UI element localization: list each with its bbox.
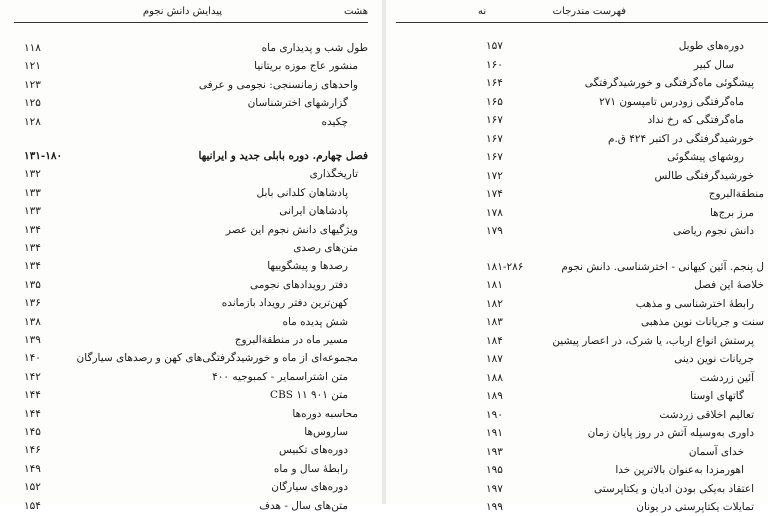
toc-entry-page: ۱۹۱ <box>486 427 503 439</box>
toc-entry-title: محاسبه دوره‌ها <box>292 407 358 420</box>
toc-entry <box>486 223 764 240</box>
toc-entry-title: خورشیدگرفتگی طالس <box>654 169 754 182</box>
toc-entry <box>24 479 368 496</box>
toc-entry-title: متن‌های رصدی <box>293 242 358 254</box>
toc-entry-page: ۱۴۹ <box>24 462 41 475</box>
toc-entry <box>486 38 764 55</box>
toc-entry-title: فصل چهارم. دوره بابلی جدید و ایرانیها <box>198 150 368 162</box>
toc-entry-page: ۱۳۴ <box>24 223 41 236</box>
toc-entry <box>24 58 368 75</box>
toc-entry-title: واحدهای زمانسنجی: نجومی و عرفی <box>198 78 358 91</box>
toc-entry-page: ۱۳۳ <box>24 186 41 199</box>
toc-entry <box>24 406 368 423</box>
toc-entry-page: ۱۴۲ <box>24 370 41 383</box>
toc-entry-page: ۱۲۳ <box>24 78 41 91</box>
toc-entry-page: ۱۹۵ <box>486 464 503 476</box>
toc-entry <box>24 498 368 515</box>
toc-entry <box>24 240 368 257</box>
toc-entry-title: داوری به‌وسیله آتش در روز پایان زمان <box>587 427 754 439</box>
toc-entry <box>486 168 764 185</box>
toc-entry-page: ۱۴۶ <box>24 444 41 457</box>
toc-entry-title: ماه‌گرفتگی زودرس تامپسون ۲۷۱ <box>599 95 744 108</box>
toc-entry-page: ۱۶۵ <box>486 95 503 108</box>
toc-entry <box>24 222 368 239</box>
toc-entry-title: پیشگوئی ماه‌گرفتگی و خورشیدگرفتگی <box>584 77 754 89</box>
toc-entry-title: منشور عاج موزه بریتانیا <box>254 60 358 73</box>
toc-entry <box>24 277 368 294</box>
toc-entry <box>486 131 764 148</box>
toc-entry-title: چکیده <box>321 115 348 128</box>
toc-entry-title: تاریخگذاری <box>309 168 358 181</box>
toc-entry <box>24 442 368 459</box>
running-title: فهرست مندرجات <box>552 6 626 17</box>
toc-entry <box>486 57 764 74</box>
toc-entry-title: روشهای پیشگوئی <box>667 151 744 163</box>
toc-entry-title: اهورمزدا به‌عنوان بالاترین خدا <box>615 464 744 476</box>
toc-entry-title: تمایلات یکتاپرستی در یونان <box>636 501 754 513</box>
toc-entry-page: ۱۶۷ <box>486 132 503 145</box>
toc-entry-title: خورشیدگرفتگی در اکتبر ۴۲۴ ق.م <box>607 132 754 145</box>
toc-entry-page: ۱۸۹ <box>486 390 503 402</box>
toc-entry <box>24 332 368 349</box>
toc-entry <box>24 77 368 94</box>
toc-entry <box>486 149 764 166</box>
toc-entry-title: جریانات نوین دینی <box>674 353 754 365</box>
toc-entry-title: منطقةالبروج <box>708 188 764 200</box>
toc-entry <box>24 40 368 57</box>
toc-entry <box>486 75 764 92</box>
toc-entry-title: تعالیم اخلاقی زردشت <box>659 408 754 421</box>
toc-entry-title: ساروس‌ها <box>304 426 348 438</box>
toc-entry-title: پادشاهان کلدانی بابل <box>256 186 348 199</box>
toc-entry-page: ۱۹۳ <box>486 445 503 458</box>
toc-entry-title: متن‌های سال - هدف <box>259 499 348 512</box>
toc-entry-page: ۱۷۲ <box>486 169 503 182</box>
toc-entry-page: ۱۲۸ <box>24 115 41 128</box>
toc-entry-title: متن اشتراسمایر - کمبوجیه ۴۰۰ <box>212 370 348 383</box>
toc-entry-page: ۱۸۱ <box>486 279 503 291</box>
toc-entry-page: ۱۷۴ <box>486 188 503 200</box>
toc-entry-title: پرستش انواع ارباب، یا شرک، در اعصار پیشین <box>552 334 754 347</box>
toc-entry <box>486 407 764 424</box>
toc-entry <box>24 95 368 112</box>
toc-entry-title: دوره‌های سیارگان <box>271 481 348 494</box>
toc-entry-page: ۱۳۶ <box>24 297 41 310</box>
toc-entry-title: دوره‌های تکبیس <box>278 444 348 457</box>
toc-entry-page: ۱۷۹ <box>486 225 503 237</box>
toc-entry <box>24 350 368 367</box>
toc-entry-page: ۱۳۱-۱۸۰ <box>24 150 63 162</box>
toc-entry-title: کهن‌ترین دفتر رویداد بازمانده <box>221 297 348 310</box>
toc-entry-title: رابطهٔ سال و ماه <box>273 462 348 475</box>
toc-entry <box>24 424 368 441</box>
toc-entry-title: شش پدیده ماه <box>282 315 348 328</box>
toc-entry-page: ۱۵۲ <box>24 481 41 494</box>
toc-entry-title: آئین زردشت <box>699 371 754 384</box>
toc-entry-title: مجموعه‌ای از ماه و خورشیدگرفتگی‌های کهن و رصدهای سیارگان <box>76 352 358 365</box>
toc-entry-title: گزارشهای اخترشناسان <box>247 97 348 110</box>
toc-entry-page: ۱۴۴ <box>24 389 41 402</box>
toc-entry-page: ۱۳۲ <box>24 168 41 181</box>
toc-entry-page: ۱۱۸ <box>24 42 41 54</box>
toc-entry <box>486 444 764 461</box>
toc-entry <box>486 112 764 129</box>
toc-entry-title: مرز برج‌ها <box>709 206 754 219</box>
toc-entry-page: ۱۶۰ <box>486 58 503 71</box>
right-page <box>386 0 768 513</box>
toc-entry-title: سنت و جریانات نوین مذهبی <box>641 316 764 328</box>
toc-entry-title: طول شب و پدیداری ماه <box>261 42 368 54</box>
page-label: هشت <box>343 6 368 17</box>
toc-entry <box>24 166 368 183</box>
toc-entry-page: ۱۶۷ <box>486 114 503 126</box>
toc-entry-title: پادشاهان ایرانی <box>279 205 348 218</box>
toc-entry <box>24 203 368 220</box>
toc-entry-title: مسیر ماه در منطقةالبروج <box>234 334 348 346</box>
toc-entry-title: خدای آسمان <box>688 445 744 458</box>
toc-entry <box>24 258 368 275</box>
toc-entry <box>486 370 764 387</box>
toc-entry-page: ۱۲۵ <box>24 97 41 110</box>
toc-entry-page: ۱۹۰ <box>486 408 503 421</box>
toc-entry <box>24 185 368 202</box>
toc-entry <box>486 333 764 350</box>
toc-entry-title: رابطهٔ اخترشناسی و مذهب <box>635 297 754 310</box>
toc-entry-title: اعتقاد به‌یکی بودن ادیان و یکتاپرستی <box>593 482 754 495</box>
toc-entry-page: ۱۳۸ <box>24 315 41 328</box>
toc-entry <box>24 387 368 404</box>
toc-entry <box>486 351 764 368</box>
header-rule <box>396 22 768 23</box>
toc-entry <box>486 481 764 498</box>
toc-entry <box>486 186 764 203</box>
toc-entry-page: ۱۵۷ <box>486 40 503 52</box>
toc-entry-page: ۱۸۴ <box>486 334 503 347</box>
toc-entry <box>24 148 368 165</box>
toc-entry-title: دوره‌های طویل <box>678 40 744 52</box>
toc-entry-page: ۱۸۷ <box>486 353 503 365</box>
toc-entry-page: ۱۴۴ <box>24 407 41 420</box>
toc-entry-page: ۱۴۰ <box>24 352 41 365</box>
toc-entry-title: ماه‌گرفتگی که رخ نداد <box>647 114 744 126</box>
toc-entry-page: ۱۶۴ <box>486 77 503 89</box>
toc-entry <box>486 94 764 111</box>
toc-entry-page: ۱۲۱ <box>24 60 41 73</box>
toc-entry <box>486 205 764 222</box>
toc-entry <box>486 499 764 516</box>
toc-entry-page: ۱۵۴ <box>24 499 41 512</box>
toc-entry-title: متن ۹۰۱ ۱۱ CBS <box>270 389 348 402</box>
toc-entry-title: ل پنجم. آئین کیهانی - اخترشناسی. دانش نجوم <box>561 260 764 273</box>
toc-entry <box>24 461 368 478</box>
toc-entry-page: ۱۸۲ <box>486 297 503 310</box>
page-label: نه <box>478 6 487 17</box>
toc-entry-page: ۱۳۵ <box>24 278 41 291</box>
toc-entry-page: ۱۸۳ <box>486 316 503 328</box>
toc-entry-title: خلاصهٔ این فصل <box>694 279 764 291</box>
toc-entry-title: رصدها و پیشگوییها <box>267 260 348 273</box>
toc-entry-page: ۱۸۸ <box>486 371 503 384</box>
toc-entry-title: ویژگیهای دانش نجوم این عصر <box>225 223 358 236</box>
toc-entry-page: ۱۴۵ <box>24 426 41 438</box>
toc-entry-page: ۱۷۸ <box>486 206 503 219</box>
toc-entry-title: گاتهای اوستا <box>690 390 744 402</box>
running-title: پیدایش دانش نجوم <box>142 6 222 17</box>
toc-entry-page: ۱۳۴ <box>24 260 41 273</box>
left-page <box>0 0 382 512</box>
toc-entry <box>24 314 368 331</box>
toc-entry-title: سال کبیر <box>693 58 734 71</box>
toc-entry-page: ۱۹۷ <box>486 482 503 495</box>
toc-entry <box>24 295 368 312</box>
toc-entry-page: ۱۳۴ <box>24 242 41 254</box>
toc-entry <box>24 114 368 131</box>
header-rule <box>14 22 368 23</box>
toc-entry <box>486 425 764 442</box>
toc-entry-page: ۱۳۹ <box>24 334 41 346</box>
toc-entry <box>24 369 368 386</box>
toc-entry-page: ۱۹۹ <box>486 501 503 513</box>
toc-entry <box>486 388 764 405</box>
toc-entry <box>486 259 764 276</box>
toc-entry <box>486 462 764 479</box>
toc-entry <box>486 314 764 331</box>
toc-entry <box>486 296 764 313</box>
toc-entry-page: ۱۶۷ <box>486 151 503 163</box>
toc-entry-title: دانش نجوم ریاضی <box>672 225 754 237</box>
toc-entry-page: ۱۸۱-۲۸۶ <box>486 260 524 273</box>
toc-entry-title: دفتر رویدادهای نجومی <box>250 278 348 291</box>
toc-entry <box>486 277 764 294</box>
toc-entry-page: ۱۳۳ <box>24 205 41 218</box>
